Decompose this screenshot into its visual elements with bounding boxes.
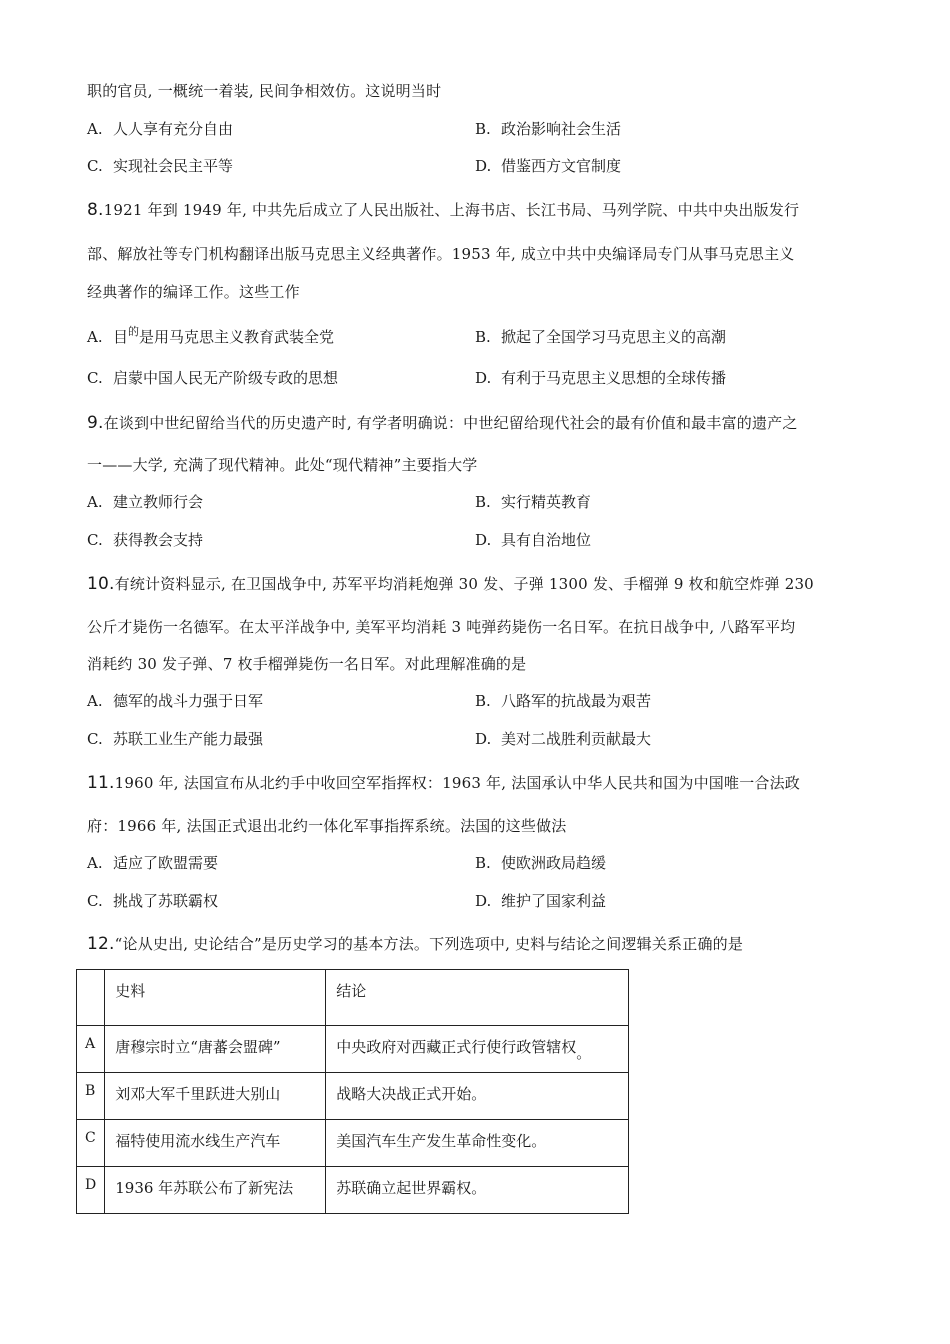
option-text: 启蒙中国人民无产阶级专政的思想 (113, 369, 339, 387)
option-letter: B. (475, 328, 491, 346)
table-header-label (77, 970, 105, 1026)
option-letter: D. (475, 369, 492, 387)
option-text: 人人享有充分自由 (113, 120, 234, 138)
q9-option-d (475, 530, 591, 550)
q9-stem-line-2: 一——大学, 充满了现代精神。此处“现代精神”主要指大学 (87, 456, 478, 474)
option-letter: A. (87, 692, 103, 710)
table-header-row (77, 970, 629, 1026)
q11-stem-line-2: 府：1966 年, 法国正式退出北约一体化军事指挥系统。法国的这些做法 (87, 817, 567, 835)
q8-option-b (475, 327, 726, 347)
row-label: C (77, 1120, 105, 1167)
q7-option-a (87, 119, 233, 139)
option-text: 实现社会民主平等 (113, 157, 234, 175)
option-letter: D. (475, 730, 492, 748)
table-row (77, 1120, 629, 1167)
row-label: A (77, 1026, 105, 1073)
question-number: 11. (87, 773, 115, 793)
q8-stem-line-3: 经典著作的编译工作。这些工作 (87, 283, 300, 301)
row-source: 唐穆宗时立“唐蕃会盟碑” (105, 1026, 326, 1073)
option-text: 有利于马克思主义思想的全球传播 (501, 369, 727, 387)
option-letter: C. (87, 730, 103, 748)
q8-option-d (475, 368, 726, 388)
option-letter: C. (87, 157, 103, 175)
option-text: 实行精英教育 (501, 493, 592, 511)
q9-option-a (87, 492, 203, 512)
option-text: 政治影响社会生活 (501, 120, 622, 138)
q8-option-c (87, 368, 338, 388)
q10-option-c (87, 729, 263, 749)
question-number: 9. (87, 413, 104, 433)
source-conclusion-table (76, 969, 629, 1214)
row-conclusion: 战略大决战正式开始。 (326, 1073, 629, 1120)
q11-option-d (475, 891, 606, 911)
q7-stem-continuation: 职的官员, 一概统一着装, 民间争相效仿。这说明当时 (87, 82, 442, 100)
q11-option-c (87, 891, 218, 911)
row-source: 刘邓大军千里跃进大别山 (105, 1073, 326, 1120)
option-text: 使欧洲政局趋缓 (501, 854, 607, 872)
option-letter: A. (87, 493, 103, 511)
stem-text: 有统计资料显示, 在卫国战争中, 苏军平均消耗炮弹 30 发、子弹 1300 发、手榴弹 9 枚和航空炸弹 230 (114, 575, 814, 593)
row-label: B (77, 1073, 105, 1120)
q8-stem-line-1 (87, 200, 799, 220)
option-text: 具有自治地位 (501, 531, 592, 549)
option-letter: A. (87, 854, 103, 872)
q12-stem (87, 934, 743, 954)
question-number: 8. (87, 200, 104, 220)
table-header-conclusion: 结论 (326, 970, 629, 1026)
q9-option-b (475, 492, 591, 512)
option-text: 维护了国家利益 (501, 892, 607, 910)
q9-stem-line-1 (87, 413, 798, 433)
option-letter: A. (87, 120, 103, 138)
q7-option-c (87, 156, 233, 176)
option-text: 德军的战斗力强于日军 (113, 692, 264, 710)
row-source: 1936 年苏联公布了新宪法 (105, 1167, 326, 1214)
option-letter: A. (87, 328, 103, 346)
stem-text: 1921 年到 1949 年, 中共先后成立了人民出版社、上海书店、长江书局、马列学院、中共中央出版发行 (103, 201, 800, 219)
row-conclusion (326, 1026, 629, 1073)
question-number: 10. (87, 574, 115, 594)
option-letter: D. (475, 157, 492, 175)
option-text-superscript: 的 (128, 325, 140, 338)
option-letter: D. (475, 531, 492, 549)
q10-option-d (475, 729, 651, 749)
q10-option-b (475, 691, 651, 711)
table-row (77, 1026, 629, 1073)
q10-stem-line-2: 公斤才毙伤一名德军。在太平洋战争中, 美军平均消耗 3 吨弹药毙伤一名日军。在抗日战争中, 八路军平均 (87, 618, 796, 636)
conclusion-period: 。 (576, 1044, 592, 1062)
stem-text: 在谈到中世纪留给当代的历史遗产时, 有学者明确说：中世纪留给现代社会的最有价值和最丰富的遗产之 (103, 414, 798, 432)
q7-option-b (475, 119, 621, 139)
conclusion-text: 中央政府对西藏正式行使行政管辖权 (336, 1038, 577, 1056)
row-conclusion: 美国汽车生产发生革命性变化。 (326, 1120, 629, 1167)
option-letter: B. (475, 692, 491, 710)
option-text: 适应了欧盟需要 (113, 854, 219, 872)
option-text: 借鉴西方文官制度 (501, 157, 622, 175)
option-letter: C. (87, 369, 103, 387)
q8-stem-line-2: 部、解放社等专门机构翻译出版马克思主义经典著作。1953 年, 成立中共中央编译局专门从事马克思主义 (87, 245, 795, 263)
option-text: 建立教师行会 (113, 493, 204, 511)
q11-stem-line-1 (87, 773, 800, 793)
row-source: 福特使用流水线生产汽车 (105, 1120, 326, 1167)
option-text: 美对二战胜利贡献最大 (501, 730, 652, 748)
q7-option-d (475, 156, 621, 176)
stem-text: “论从史出, 史论结合”是历史学习的基本方法。下列选项中, 史料与结论之间逻辑关系正确的是 (114, 935, 744, 953)
q10-option-a (87, 691, 263, 711)
question-number: 12. (87, 934, 115, 954)
option-text: 挑战了苏联霸权 (113, 892, 219, 910)
q11-option-a (87, 853, 218, 873)
option-text: 获得教会支持 (113, 531, 204, 549)
row-conclusion: 苏联确立起世界霸权。 (326, 1167, 629, 1214)
option-text: 目 (113, 328, 129, 346)
q11-option-b (475, 853, 606, 873)
option-text: 苏联工业生产能力最强 (113, 730, 264, 748)
option-text: 是用马克思主义教育武装全党 (139, 328, 335, 346)
option-letter: D. (475, 892, 492, 910)
table-row (77, 1073, 629, 1120)
table-row (77, 1167, 629, 1214)
q8-option-a (87, 327, 334, 349)
option-letter: C. (87, 892, 103, 910)
option-text: 八路军的抗战最为艰苦 (501, 692, 652, 710)
option-letter: C. (87, 531, 103, 549)
q10-stem-line-1 (87, 574, 814, 594)
q10-stem-line-3: 消耗约 30 发子弹、7 枚手榴弹毙伤一名日军。对此理解准确的是 (87, 655, 527, 673)
stem-text: 1960 年, 法国宣布从北约手中收回空军指挥权：1963 年, 法国承认中华人民共和国为中国唯一合法政 (114, 774, 801, 792)
option-letter: B. (475, 493, 491, 511)
option-letter: B. (475, 854, 491, 872)
table-header-source: 史料 (105, 970, 326, 1026)
option-text: 掀起了全国学习马克思主义的高潮 (501, 328, 727, 346)
option-letter: B. (475, 120, 491, 138)
row-label: D (77, 1167, 105, 1214)
q9-option-c (87, 530, 203, 550)
